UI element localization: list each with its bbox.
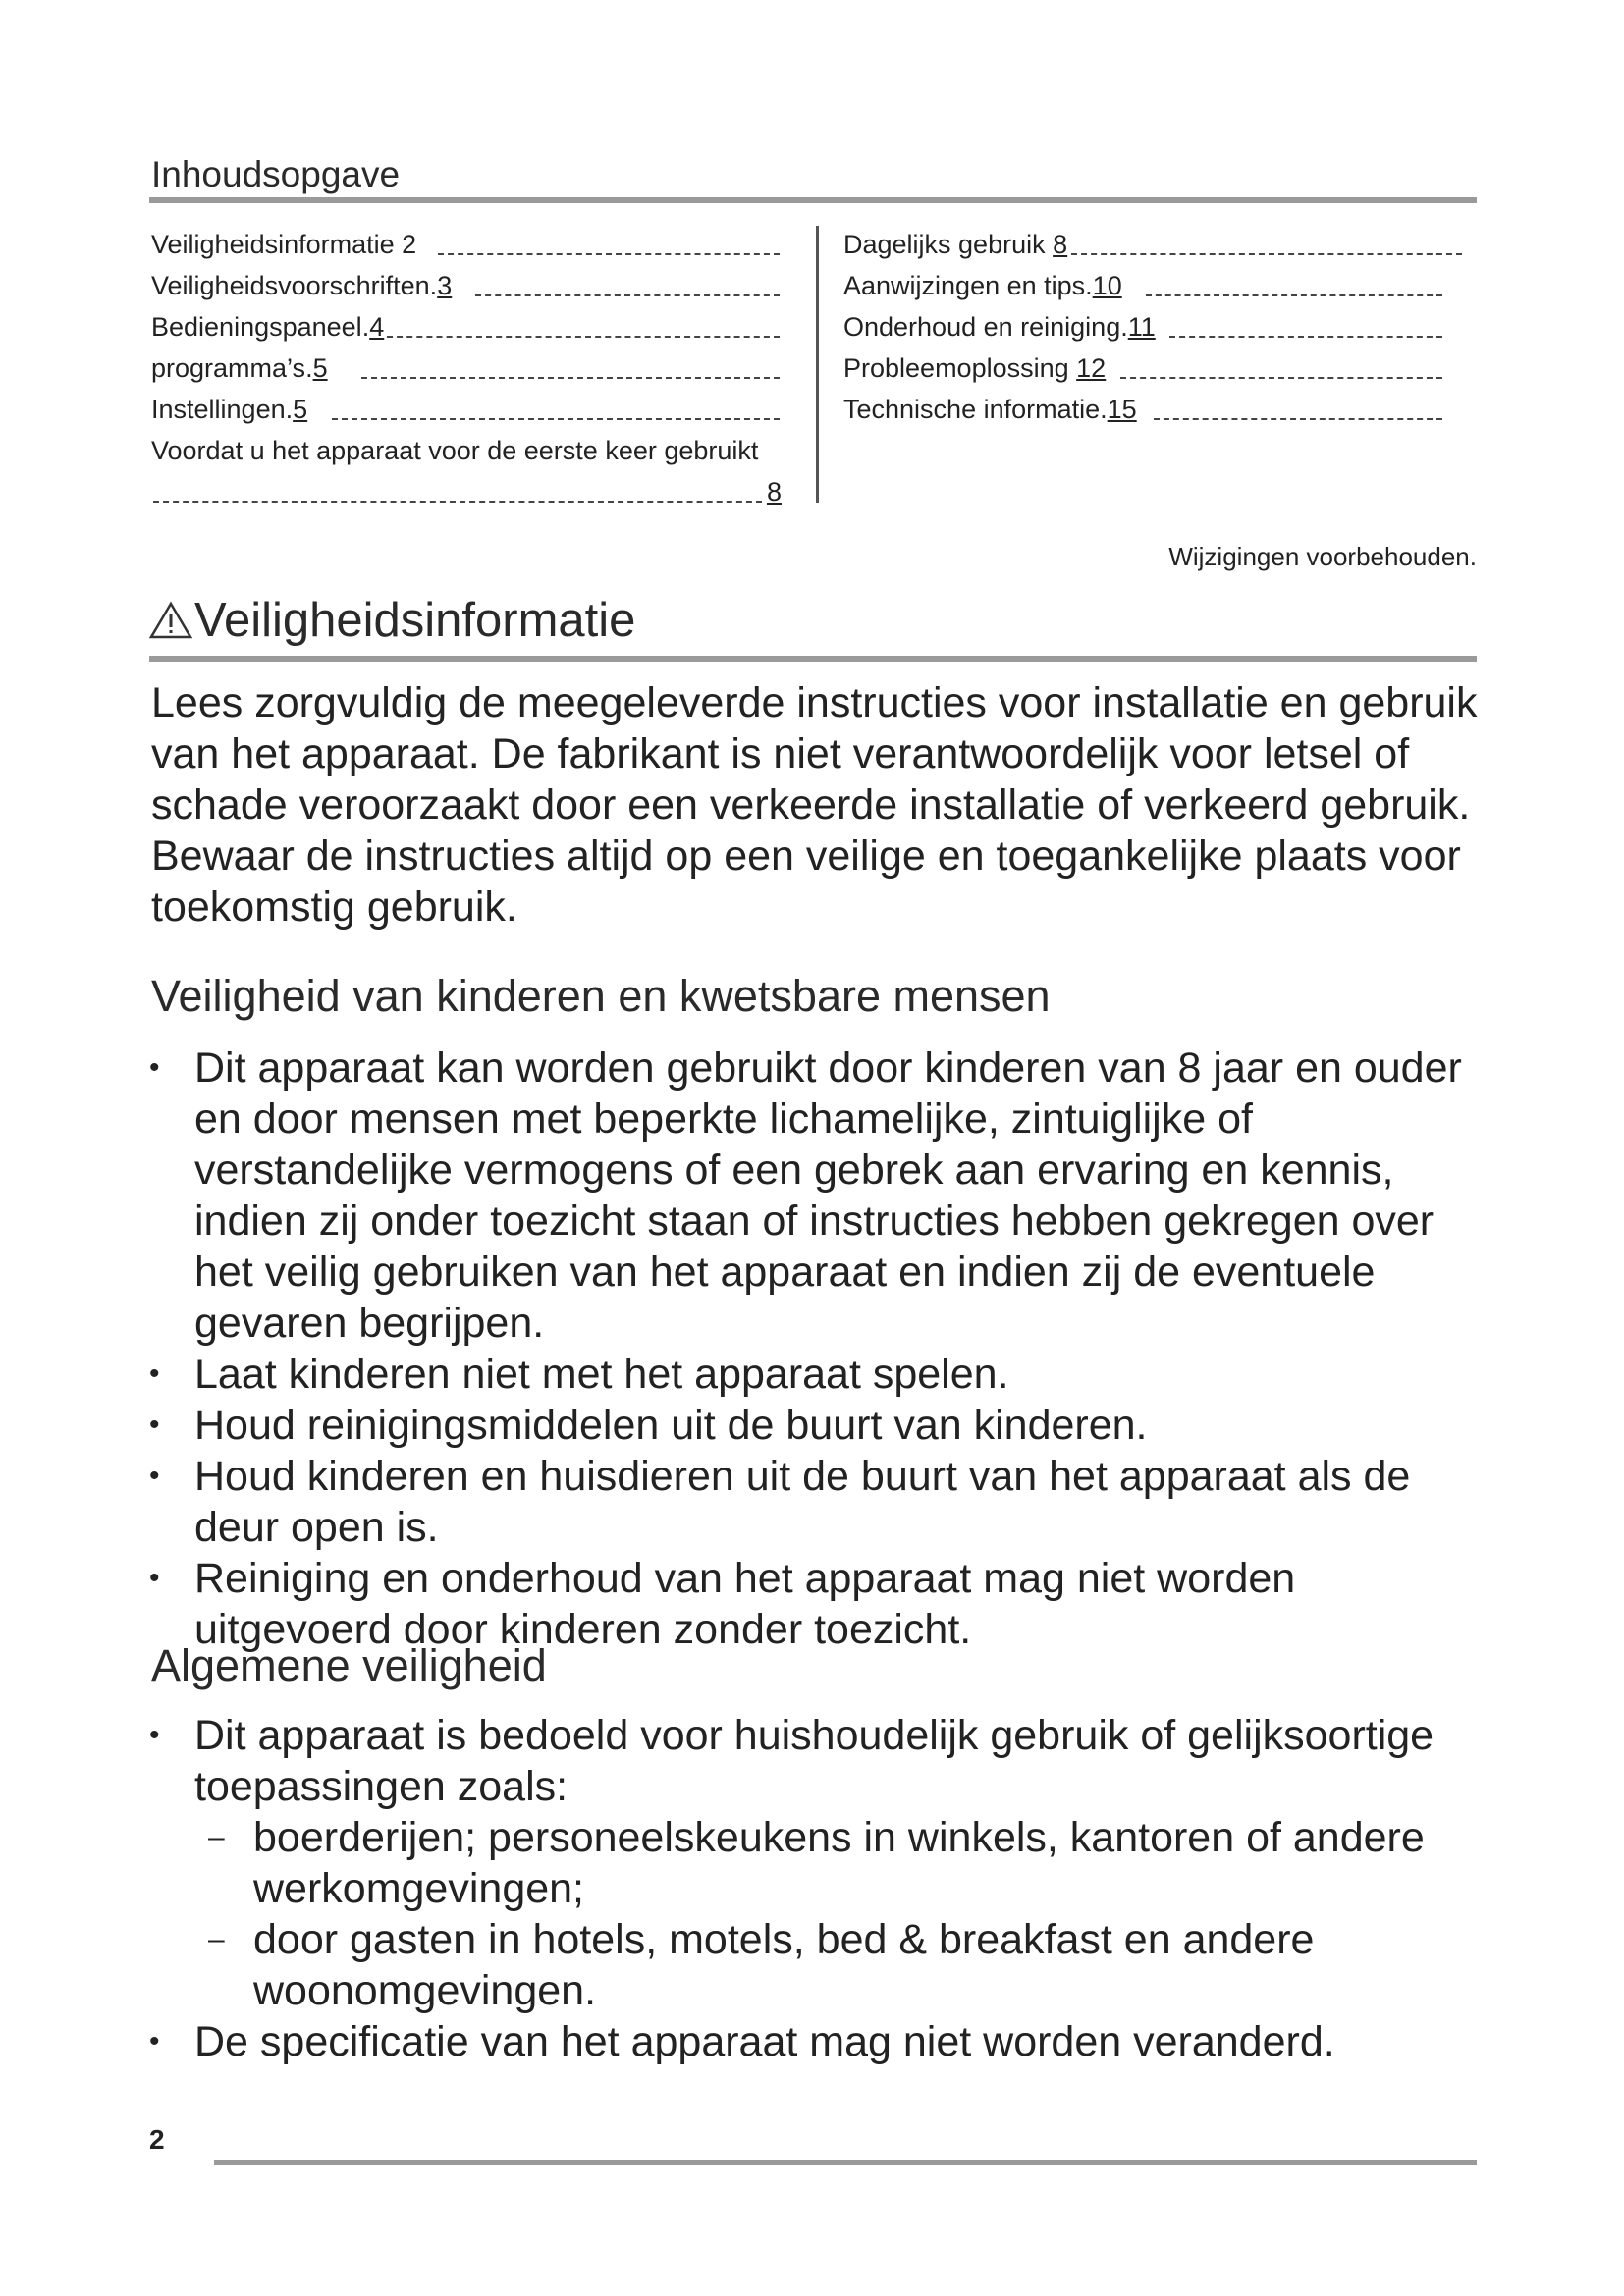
toc-entry-label: Dagelijks gebruik: [843, 230, 1046, 259]
toc-entry-label: Technische informatie: [843, 395, 1101, 424]
children-safety-list: [147, 1042, 1492, 1655]
list-item: • Houd kinderen en huisdieren uit de buurt van het apparaat als de deur open is.: [149, 1453, 1411, 1551]
warning-triangle-icon: [149, 599, 192, 652]
toc-column-divider: [816, 226, 819, 503]
toc-entry-page: 5: [312, 353, 328, 383]
toc-entry[interactable]: programma’s.5: [151, 347, 780, 389]
changes-reserved-note: Wijzigingen voorbehouden.: [1168, 542, 1477, 571]
toc-entry-label: Voordat u het apparaat voor de eerste keer gebruikt: [151, 436, 759, 465]
toc-entry-label: programma’s: [151, 353, 306, 383]
general-safety-list: [147, 1710, 1492, 2067]
toc-entry[interactable]: [151, 224, 780, 265]
toc-entry-label: Instellingen: [151, 395, 286, 424]
list-item: • Houd reinigingsmiddelen uit de buurt van kinderen.: [149, 1402, 1148, 1449]
section-title-rule: [149, 656, 1477, 662]
section-title-text: Veiligheidsinformatie: [194, 594, 636, 647]
toc-entry[interactable]: [843, 224, 1462, 265]
page-number: 2: [149, 2124, 165, 2155]
footer-rule: [214, 2160, 1477, 2165]
children-safety-heading: Veiligheid van kinderen en kwetsbare mensen: [151, 971, 1051, 1021]
toc-entry-page: 11: [1127, 312, 1156, 342]
toc-entry[interactable]: Veiligheidsvoorschriften.3: [151, 265, 780, 306]
toc-entry-label: Veiligheidsinformatie: [151, 230, 395, 259]
toc-entry[interactable]: Aanwijzingen en tips.10: [843, 265, 1462, 306]
toc-entry-page: 10: [1092, 271, 1122, 300]
list-item: • Laat kinderen niet met het apparaat spelen.: [149, 1351, 1009, 1398]
toc-entry-page: 2: [402, 230, 417, 259]
sub-list-item: – door gasten in hotels, motels, bed & breakfast en andere woonomgevingen.: [208, 1916, 1315, 2014]
toc-entry-continuation[interactable]: [151, 471, 780, 512]
sub-list-item: – boerderijen; personeelskeukens in winkels, kantoren of andere werkomgevingen;: [208, 1814, 1425, 1912]
toc-entry-page: 15: [1107, 395, 1137, 424]
toc-entry-label: Bedieningspaneel: [151, 312, 362, 342]
toc-title-rule: [149, 197, 1477, 203]
toc-entry-page: 8: [1053, 230, 1068, 259]
toc-left-column: [151, 224, 780, 512]
toc-entry[interactable]: Onderhoud en reiniging.11: [843, 306, 1462, 347]
list-item: • Dit apparaat kan worden gebruikt door kinderen van 8 jaar en ouder en door mensen met beperkte lichamelijke, zintuiglijke of verstandelijke vermogens of een gebrek aan ervaring en kennis, indien zij onder toezicht staan of instructies hebben gekregen over het veilig gebruiken van het apparaat en indien zij de eventuele gevaren begrijpen.: [149, 1044, 1462, 1347]
section-title: [149, 595, 635, 652]
toc-entry-page: 5: [293, 395, 308, 424]
intro-paragraph: Lees zorgvuldig de meegeleverde instructies voor installatie en gebruik van het apparaat. De fabrikant is niet verantwoordelijk voor letsel of schade veroorzaakt door een verkeerde installatie of verkeerd gebruik. Bewaar de instructies altijd op een veilige en toegankelijke plaats voor toekomstig gebruik.: [151, 679, 1478, 931]
toc-entry-page: 8: [766, 477, 782, 507]
list-item: • Dit apparaat is bedoeld voor huishoudelijk gebruik of gelijksoortige toepassingen zoals:: [149, 1712, 1435, 1810]
list-item: • Reiniging en onderhoud van het apparaat mag niet worden uitgevoerd door kinderen zonder toezicht.: [149, 1555, 1296, 1653]
toc-entry[interactable]: Bedieningspaneel.4: [151, 306, 780, 347]
toc-entry[interactable]: [843, 347, 1462, 389]
toc-entry-page: 3: [437, 271, 453, 300]
toc-entry-label: Aanwijzingen en tips: [843, 271, 1086, 300]
general-safety-heading: Algemene veiligheid: [151, 1640, 547, 1690]
toc-entry[interactable]: [151, 430, 780, 471]
toc-entry[interactable]: Technische informatie.15: [843, 389, 1462, 430]
toc-right-column: [843, 224, 1462, 430]
list-item: • De specificatie van het apparaat mag niet worden veranderd.: [149, 2018, 1335, 2065]
toc-entry-label: Probleemoplossing: [843, 353, 1069, 383]
toc-entry[interactable]: Instellingen.5: [151, 389, 780, 430]
toc-entry-page: 12: [1076, 353, 1107, 383]
toc-entry-label: Onderhoud en reiniging: [843, 312, 1121, 342]
toc-title: Inhoudsopgave: [151, 154, 401, 194]
toc-entry-label: Veiligheidsvoorschriften: [151, 271, 430, 300]
toc-entry-page: 4: [369, 312, 385, 342]
